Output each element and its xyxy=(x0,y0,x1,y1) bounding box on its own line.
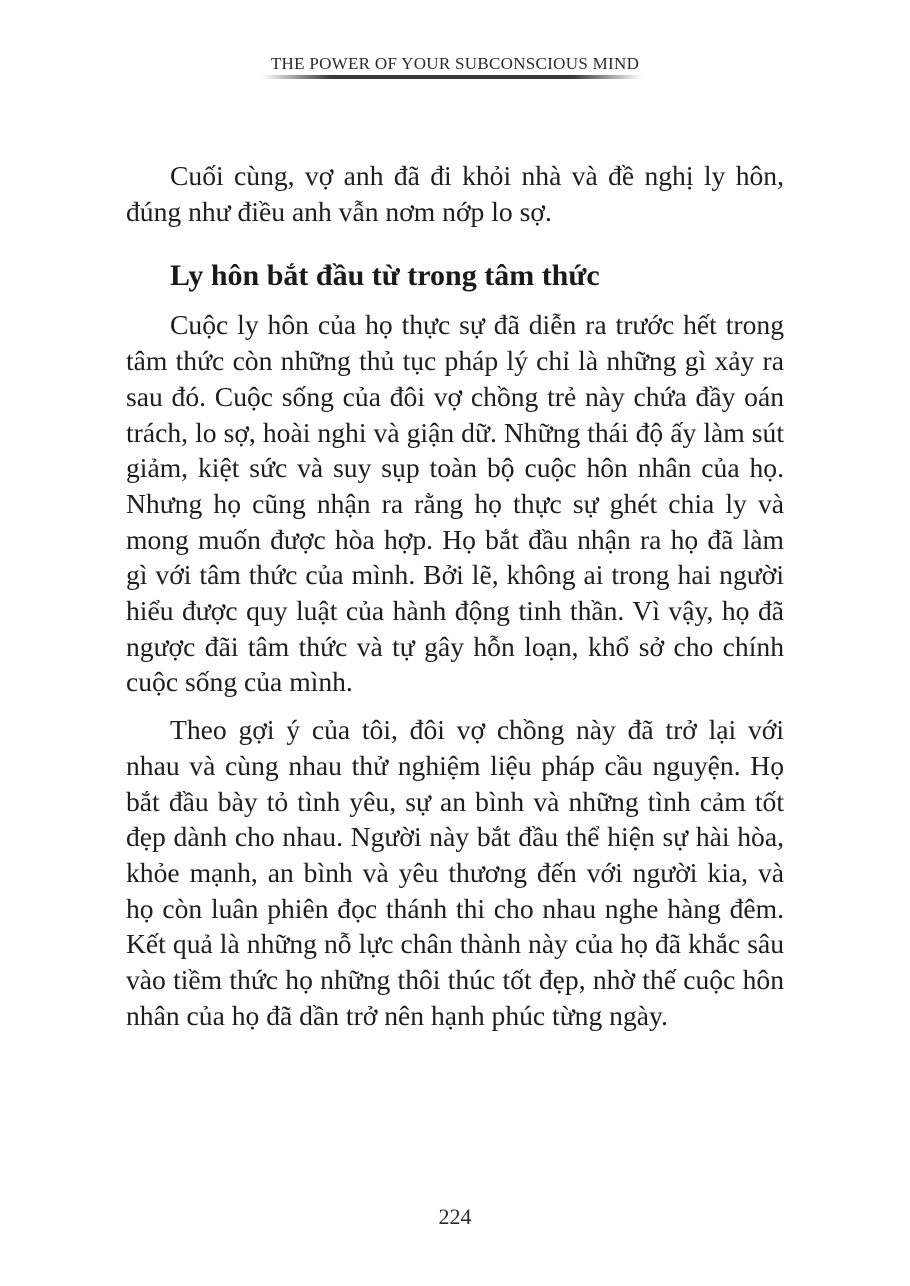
running-header-title: THE POWER OF YOUR SUBCONSCIOUS MIND xyxy=(270,54,640,73)
running-header xyxy=(0,54,910,74)
page-number: 224 xyxy=(438,1204,472,1229)
header-rule xyxy=(262,75,642,79)
body-paragraph-2: Cuộc ly hôn của họ thực sự đã diễn ra trước hết trong tâm thức còn những thủ tục pháp lý chỉ là những gì xảy ra sau đó. Cuộc sống của đôi vợ chồng trẻ này chứa đầy oán trách, lo sợ, hoài nghi và giận dữ. Những thái độ ấy làm sút giảm, kiệt sức và suy sụp toàn bộ cuộc hôn nhân của họ. Nhưng họ cũng nhận ra rằng họ thực sự ghét chia ly và mong muốn được hòa hợp. Họ bắt đầu nhận ra họ đã làm gì với tâm thức của mình. Bởi lẽ, không ai trong hai người hiểu được quy luật của hành động tinh thần. Vì vậy, họ đã ngược đãi tâm thức và tự gây hỗn loạn, khổ sở cho chính cuộc sống của mình. xyxy=(126,309,784,698)
page-body xyxy=(126,158,784,1033)
body-paragraph-1: Cuối cùng, vợ anh đã đi khỏi nhà và đề nghị ly hôn, đúng như điều anh vẫn nơm nớp lo sợ. xyxy=(126,160,784,227)
section-heading: Ly hôn bắt đầu từ trong tâm thức xyxy=(170,259,600,293)
body-paragraph-3: Theo gợi ý của tôi, đôi vợ chồng này đã trở lại với nhau và cùng nhau thử nghiệm liệu pháp cầu nguyện. Họ bắt đầu bày tỏ tình yêu, sự an bình và những tình cảm tốt đẹp dành cho nhau. Người này bắt đầu thể hiện sự hài hòa, khỏe mạnh, an bình và yêu thương đến với người kia, và họ còn luân phiên đọc thánh thi cho nhau nghe hàng đêm. Kết quả là những nỗ lực chân thành này của họ đã khắc sâu vào tiềm thức họ những thôi thúc tốt đẹp, nhờ thế cuộc hôn nhân của họ đã dần trở nên hạnh phúc từng ngày. xyxy=(126,714,784,1031)
